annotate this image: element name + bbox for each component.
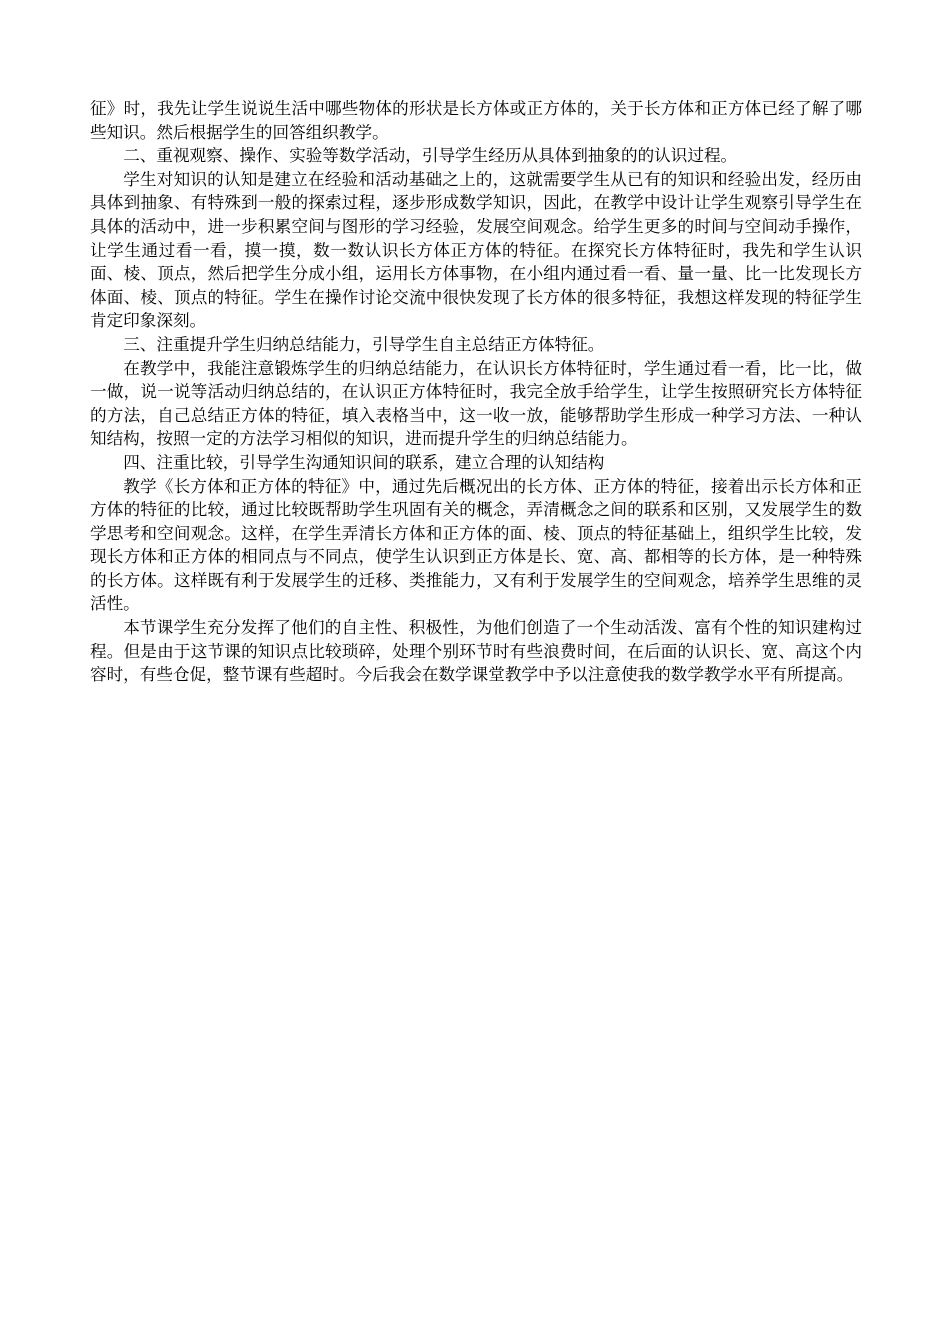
paragraph-conclusion: 本节课学生充分发挥了他们的自主性、积极性，为他们创造了一个生动活泼、富有个性的知识建构过程。但是由于这节课的知识点比较琐碎，处理个别环节时有些浪费时间，在后面的认识长、宽、高这个内容时，有些仓促，整节课有些超时。今后我会在数学课堂教学中予以注意使我的数学教学水平有所提高。 [90, 618, 862, 685]
paragraph-section-3: 在教学中，我能注意锻炼学生的归纳总结能力，在认识长方体特征时，学生通过看一看，比一比，做一做，说一说等活动归纳总结的，在认识正方体特征时，我完全放手给学生，让学生按照研究长方体特征的方法，自己总结正方体的特征，填入表格当中，这一收一放，能够帮助学生形成一种学习方法、一种认知结构，按照一定的方法学习相似的知识，进而提升学生的归纳总结能力。 [90, 358, 862, 449]
document-body [90, 97, 862, 687]
paragraph-section-2: 学生对知识的认知是建立在经验和活动基础之上的，这就需要学生从已有的知识和经验出发，经历由具体到抽象、有特殊到一般的探索过程，逐步形成数学知识，因此，在教学中设计让学生观察引导学生在具体的活动中，进一步积累空间与图形的学习经验，发展空间观念。给学生更多的时间与空间动手操作，让学生通过看一看，摸一摸，数一数认识长方体正方体的特征。在探究长方体特征时，我先和学生认识面、棱、顶点，然后把学生分成小组，运用长方体事物，在小组内通过看一看、量一量、比一比发现长方体面、棱、顶点的特征。学生在操作讨论交流中很快发现了长方体的很多特征，我想这样发现的特征学生肯定印象深刻。 [90, 169, 862, 331]
paragraph-intro-continued: 征》时，我先让学生说说生活中哪些物体的形状是长方体或正方体的，关于长方体和正方体已经了解了哪些知识。然后根据学生的回答组织教学。 [90, 99, 862, 142]
heading-section-2: 二、重视观察、操作、实验等数学活动，引导学生经历从具体到抽象的的认识过程。 [123, 146, 738, 166]
heading-section-3: 三、注重提升学生归纳总结能力，引导学生自主总结正方体特征。 [123, 334, 605, 354]
heading-section-4: 四、注重比较，引导学生沟通知识间的联系，建立合理的认知结构 [123, 452, 605, 472]
paragraph-section-4: 教学《长方体和正方体的特征》中，通过先后概况出的长方体、正方体的特征，接着出示长方体和正方体的特征的比较，通过比较既帮助学生巩固有关的概念，弄清概念之间的联系和区别，又发展学生的数学思考和空间观念。这样，在学生弄清长方体和正方体的面、棱、顶点的特征基础上，组织学生比较，发现长方体和正方体的相同点与不同点，使学生认识到正方体是长、宽、高、都相等的长方体，是一种特殊的长方体。这样既有利于发展学生的迁移、类推能力，又有利于发展学生的空间观念，培养学生思维的灵活性。 [90, 476, 862, 614]
